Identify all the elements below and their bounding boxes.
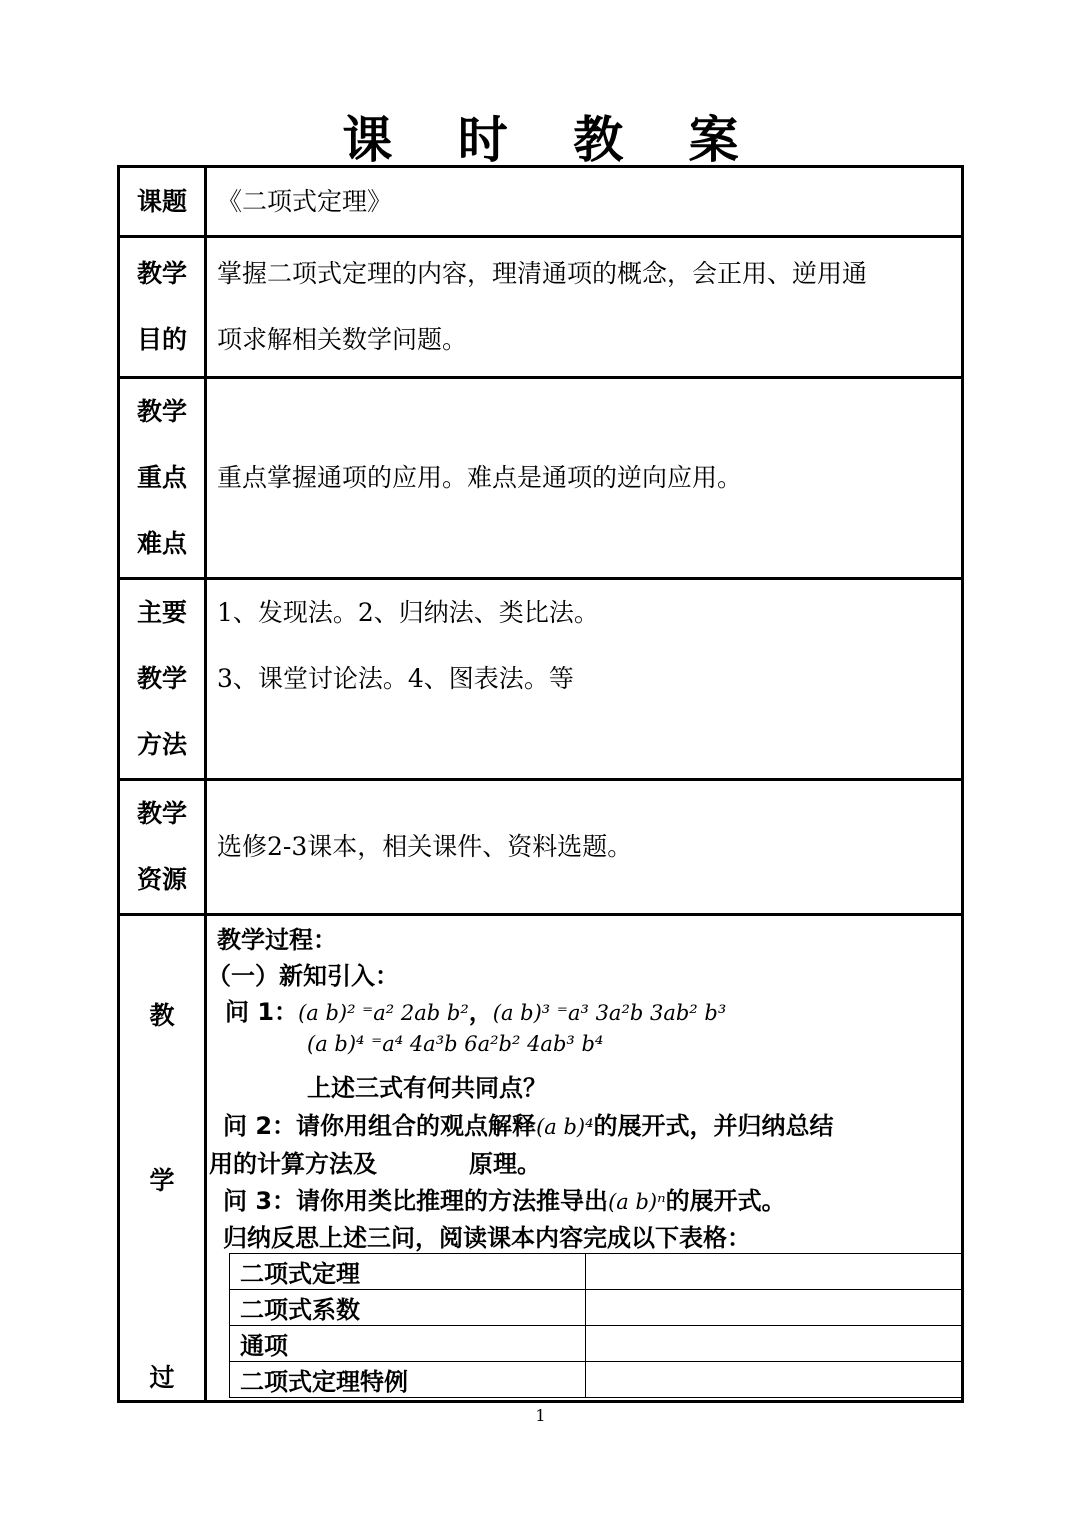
q1-expr-3-text: (a b)⁴ ⁼a⁴ 4a³b 6a²b² 4ab³ b⁴ [307,1032,604,1056]
label-process-3: 过 [149,1363,175,1392]
label-resource-2: 资源 [136,865,187,894]
q2-b: 的展开式，并归纳总结 [593,1112,834,1140]
question-2-cont [209,1144,541,1179]
summary-cell-answer[interactable] [586,1290,964,1326]
process-section: （一）新知引入： [207,962,399,990]
q1-tail: 上述三式有何共同点？ [307,1074,547,1102]
summary-row [230,1326,964,1362]
summary-table [229,1253,964,1398]
summary-cell-label: 二项式定理 [230,1254,586,1290]
label-method-1: 主要 [136,598,187,627]
label-method [119,579,206,780]
summary-line: 归纳反思上述三问，阅读课本内容完成以下表格： [223,1224,751,1252]
q3-b: 的展开式。 [665,1187,786,1215]
label-process-2: 学 [149,1166,175,1195]
label-resource [119,780,206,915]
label-method-3: 方法 [136,730,187,759]
summary-row [230,1290,964,1326]
row-key [119,378,963,579]
label-goal-1: 教学 [136,259,187,288]
page-title: 课 时 教 案 [342,111,739,169]
summary-cell-answer[interactable] [586,1362,964,1398]
q1-expr-1: (a b)² ⁼a² 2ab b² [298,1001,469,1025]
label-key-3: 难点 [136,529,187,558]
q3-expr: (a b)ⁿ [608,1190,666,1214]
content-key: 重点掌握通项的应用。难点是通项的逆向应用。 [206,378,963,579]
label-method-2: 教学 [136,664,187,693]
q2-expr: (a b)⁴ [536,1115,594,1139]
row-resource [119,780,963,915]
summary-cell-label: 二项式定理特例 [230,1362,586,1398]
q1-expr-2: (a b)³ ⁼a³ 3a²b 3ab² b³ [492,1001,727,1025]
label-key-2: 重点 [136,463,187,492]
lesson-plan-table [117,165,964,1403]
summary-row [230,1254,964,1290]
label-process [119,915,206,1402]
summary-cell-answer[interactable] [586,1254,964,1290]
label-process-1: 教 [149,1001,175,1030]
question-1 [225,992,726,1027]
q2-c: 用的计算方法及 [209,1150,377,1178]
summary-cell-label: 通项 [230,1326,586,1362]
process-heading: 教学过程： [217,926,337,954]
method-line-2: 3、课堂讨论法。4、图表法。等 [217,664,574,693]
content-method [206,579,963,780]
content-process [206,915,963,1402]
label-goal [119,237,206,378]
summary-cell-answer[interactable] [586,1326,964,1362]
q1-label: 问 1： [225,998,299,1026]
summary-row [230,1362,964,1398]
goal-line-2: 项求解相关数学问题。 [217,325,468,354]
summary-cell-label: 二项式系数 [230,1290,586,1326]
q1-expr-3 [307,1029,603,1057]
q1-sep: ， [468,998,493,1026]
question-2 [223,1106,834,1141]
label-key-1: 教学 [136,397,187,426]
row-method [119,579,963,780]
row-topic [119,167,963,237]
q3-a: 问 3：请你用类比推理的方法推导出 [223,1187,609,1215]
content-topic: 《二项式定理》 [206,167,963,237]
label-topic: 课题 [119,167,206,237]
label-key [119,378,206,579]
label-goal-2: 目的 [136,325,187,354]
question-3 [223,1181,786,1216]
page-number: 1 [535,1406,546,1425]
label-resource-1: 教学 [136,799,187,828]
q2-a: 问 2：请你用组合的观点解释 [223,1112,537,1140]
method-line-1: 1、发现法。2、归纳法、类比法。 [217,598,599,627]
content-resource: 选修2-3课本，相关课件、资料选题。 [206,780,963,915]
q2-d: 原理。 [469,1150,541,1178]
row-goal [119,237,963,378]
row-process [119,915,963,1402]
goal-line-1: 掌握二项式定理的内容，理清通项的概念，会正用、逆用通 [217,259,868,288]
content-goal [206,237,963,378]
